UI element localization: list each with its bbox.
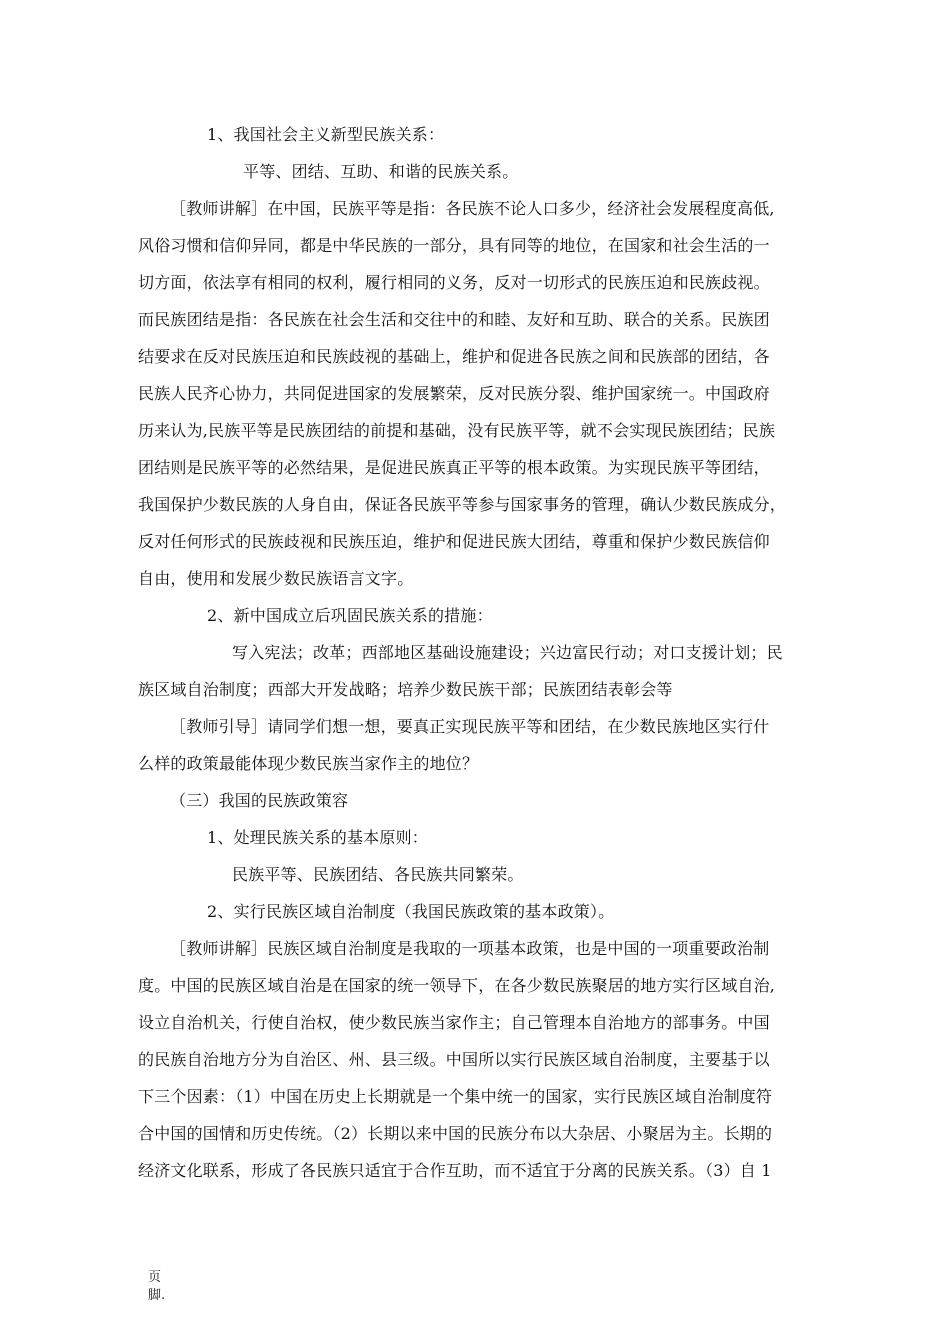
text-line: 风俗习惯和信仰异同，都是中华民族的一部分，具有同等的地位，在国家和社会生活的一: [138, 236, 770, 255]
text-line: 民族平等、民族团结、各民族共同繁荣。: [232, 865, 524, 884]
text-line: 平等、团结、互助、和谐的民族关系。: [243, 162, 519, 181]
text-line: ［教师讲解］民族区域自治制度是我取的一项基本政策，也是中国的一项重要政治制: [170, 939, 770, 958]
text-line: 历来认为,民族平等是民族团结的前提和基础，没有民族平等，就不会实现民族团结；民族: [138, 421, 776, 440]
page-footer-line-2: 脚.: [148, 1288, 166, 1303]
text-line: 经济文化联系，形成了各民族只适宜于合作互助，而不适宜于分离的民族关系。（3）自 1: [138, 1161, 772, 1180]
text-line: 合中国的国情和历史传统。（2）长期以来中国的民族分布以大杂居、小聚居为主。长期的: [138, 1124, 773, 1143]
text-line: 自由，使用和发展少数民族语言文字。: [138, 569, 414, 588]
text-line: 团结则是民族平等的必然结果，是促进民族真正平等的根本政策。为实现民族平等团结，: [138, 458, 770, 477]
text-line: 切方面，依法享有相同的权利，履行相同的义务，反对一切形式的民族压迫和民族歧视。: [138, 273, 770, 292]
text-line: 反对任何形式的民族歧视和民族压迫，维护和促进民族大团结，尊重和保护少数民族信仰: [138, 532, 770, 551]
text-line: 族区域自治制度；西部大开发战略；培养少数民族干部；民族团结表彰会等: [138, 680, 673, 699]
text-line: 结要求在反对民族压迫和民族歧视的基础上，维护和促进各民族之间和民族部的团结，各: [138, 347, 770, 366]
text-line: 我国保护少数民族的人身自由，保证各民族平等参与国家事务的管理，确认少数民族成分，: [138, 495, 787, 514]
text-line: 的民族自治地方分为自治区、州、县三级。中国所以实行民族区域自治制度，主要基于以: [138, 1050, 770, 1069]
text-line: 而民族团结是指：各民族在社会生活和交往中的和睦、友好和互助、联合的关系。民族团: [138, 310, 770, 329]
text-line: 写入宪法；改革；西部地区基础设施建设；兴边富民行动；对口支援计划；民: [232, 643, 783, 662]
section-heading: 1、我国社会主义新型民族关系：: [207, 125, 445, 144]
text-line: 下三个因素：（1）中国在历史上长期就是一个集中统一的国家，实行民族区域自治制度符: [138, 1087, 773, 1106]
section-heading: 1、处理民族关系的基本原则：: [207, 828, 428, 847]
text-line: 度。中国的民族区域自治是在国家的统一领导下，在各少数民族聚居的地方实行区域自治,: [138, 976, 776, 995]
text-line: 民族人民齐心协力，共同促进国家的发展繁荣，反对民族分裂、维护国家统一。中国政府: [138, 384, 770, 403]
section-heading: 2、实行民族区域自治制度（我国民族政策的基本政策）。: [207, 902, 615, 921]
text-line: 设立自治机关，行使自治权，使少数民族当家作主；自己管理本自治地方的部事务。中国: [138, 1013, 770, 1032]
section-heading: 2、新中国成立后巩固民族关系的措施：: [207, 606, 493, 625]
text-line: ［教师讲解］在中国，民族平等是指：各民族不论人口多少，经济社会发展程度高低,: [170, 199, 775, 218]
text-line: 么样的政策最能体现少数民族当家作主的地位？: [138, 754, 479, 773]
text-line: ［教师引导］请同学们想一想，要真正实现民族平等和团结，在少数民族地区实行什: [170, 717, 770, 736]
section-heading: （三）我国的民族政策容: [170, 791, 349, 810]
page-footer-line-1: 页: [148, 1270, 162, 1285]
